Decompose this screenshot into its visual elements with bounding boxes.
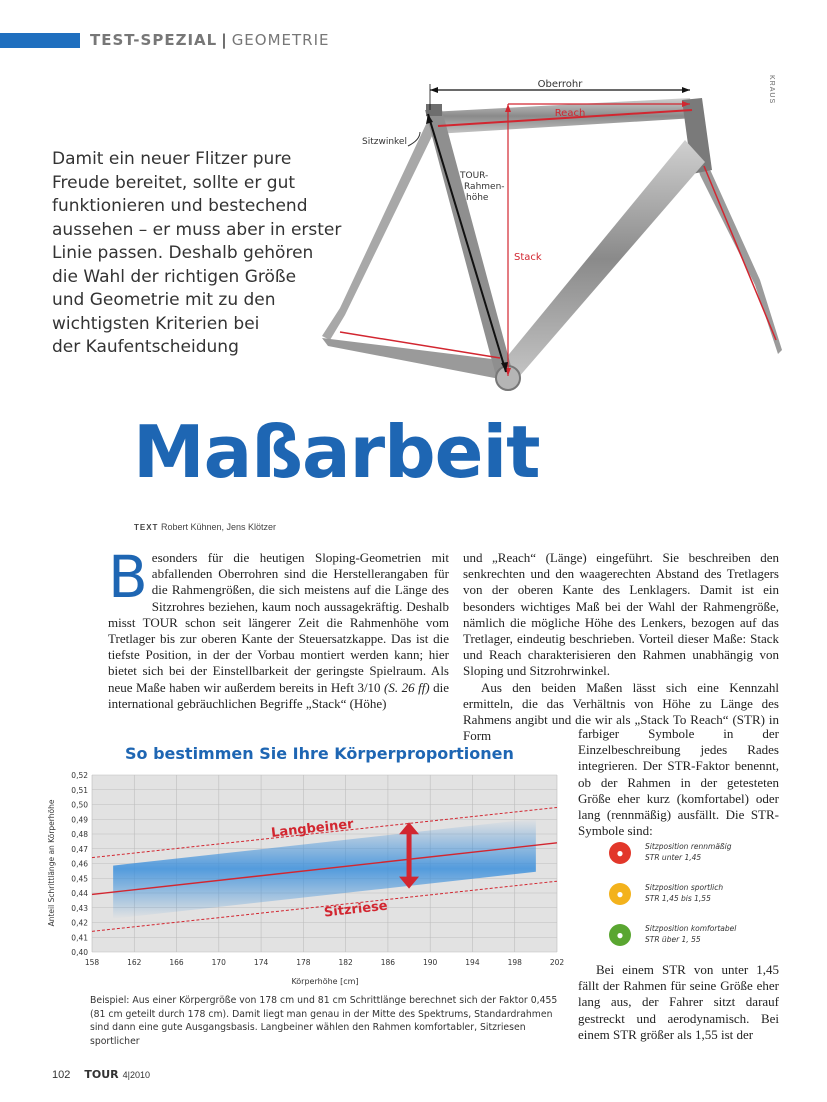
y-tick-label: 0,52 [71,771,88,780]
y-tick-label: 0,45 [71,874,88,884]
intro-text [52,148,342,360]
y-tick-label: 0,43 [71,903,88,913]
issue-number: 4|2010 [122,1070,150,1080]
page-footer [52,1068,150,1081]
x-tick-label: 166 [169,958,184,967]
x-tick-label: 174 [253,958,269,967]
x-tick-label: 178 [296,958,311,967]
x-tick-label: 170 [211,958,226,967]
intro-line: die Wahl der richtigen Größe [52,266,297,287]
header-separator: | [221,31,228,49]
intro-line: aussehen – er muss aber in erster [52,219,342,240]
body-paragraph: und „Reach“ (Länge) eingeführt. Sie beschreiben den senkrechten und den waagerechten Abstand des Tretlagers von der oberen Kante des Lenklagers. Damit ist ein besonders wichtiges Maß bei der Wahl der Rahmengröße, nämlich die mögliche Höhe des Lenkers, bezogen auf das Tretlager, eindeutig beschrieben. Vorteil dieser Maße: Stack und Reach charakterisieren den Rahmen unabhängig von Sloping und Sitzrohrwinkel. [463,550,779,679]
str-symbol-list [605,840,785,963]
racing-rider-icon: ● [609,842,631,864]
x-tick-label: 182 [338,958,353,967]
body-column-3 [578,726,779,839]
frame-height-label-3: höhe [466,193,489,203]
y-axis-label: Anteil Schrittlänge an Körperhöhe [47,799,56,927]
y-tick-label: 0,40 [71,948,88,957]
byline-authors: Robert Kühnen, Jens Klötzer [160,522,277,532]
body-paragraph: Aus den beiden Maßen lässt sich eine Kennzahl ermitteln, die das Verhältnis von Höhe zu Länge des Rahmens angibt und die wir als „Stack To Reach“ (STR) in Form [463,679,779,744]
body-column-2 [463,550,779,744]
frame-height-line [428,114,506,372]
top-tube-arrow-right [682,87,690,93]
body-paragraph: farbiger Symbole in der Einzelbeschreibung jedes Rades integrieren. Der STR-Faktor benennt, ob der Rahmen in der getesteten Größe eher kurz (komfortabel) oder lang (rennmäßig) ausfällt. Die STR-Symbole sind: [578,726,779,839]
str-range: STR 1,45 bis 1,55 [645,893,711,903]
y-tick-label: 0,51 [71,785,88,795]
x-tick-label: 162 [127,958,142,967]
y-tick-label: 0,48 [71,830,88,839]
body-paragraph-end: die international gebräuchlichen Begriffe „Stack“ (Höhe) [108,679,450,711]
photo-credit: KRAUS [768,75,775,105]
frame-geometry-diagram [300,70,820,400]
intro-line: der Kaufentscheidung [52,337,239,357]
seat-angle-label: Sitzwinkel [362,137,407,147]
page-reference: (S. 26 ff) [384,679,430,695]
intro-line: wichtigsten Kriterien bei [52,313,260,334]
annotation-label: Sitzriese [323,898,389,921]
intro-line: und Geometrie mit zu den [52,290,276,310]
str-label: Sitzposition sportlich [645,883,724,892]
str-item-comfort [605,922,785,962]
str-label: Sitzposition komfortabel [645,924,737,933]
x-tick-label: 202 [549,958,565,967]
byline [134,522,276,532]
byline-label: TEXT [134,523,159,532]
body-paragraph: esonders für die heutigen Sloping-Geometrien mit abfallenden Oberrohren sind die Herstellerangaben für die Rahmengrößen, die sich meistens auf die Länge des Sitzrohres beziehen, kaum noch aussagekräftig. Deshalb misst TOUR schon seit längerer Zeit die Rahmenhöhe vom Tretlager bis zur oberen Kante der Steuersatzkappe. Das ist die tiefste Position, in der der Vorbau montiert werden kann; hier bietet sich bei der Einstellbarkeit der geringste Spielraum. Als neue Maße haben wir außerdem bereits in Heft 3/10 [108,550,449,695]
header-bar [0,33,80,48]
svg-text:TOUR- Rahmen- höhe [459,171,507,203]
str-item-racing [605,840,785,880]
x-axis-ticks [85,958,565,967]
comfort-rider-icon: ● [609,924,631,946]
y-axis-ticks [71,771,88,957]
x-axis-label: Körperhöhe [cm] [291,977,359,986]
body-column-4 [578,962,779,1043]
intro-line: Damit ein neuer Flitzer pure [52,149,292,169]
y-tick-label: 0,49 [71,815,88,825]
frame-height-label-2: Rahmen- [464,182,505,192]
magazine-name: TOUR [84,1068,119,1081]
section-header [90,31,330,49]
body-paragraph: Bei einem STR von unter 1,45 fällt der Rahmen für seine Größe eher lang aus, der Fahrer sitzt darauf gestreckt und aerodynamisch. Bei einem STR größer als 1,55 ist der [578,962,779,1042]
x-tick-label: 198 [507,958,522,967]
x-tick-label: 194 [465,958,480,967]
x-tick-label: 186 [380,958,396,967]
topic-label: GEOMETRIE [231,31,330,49]
y-tick-label: 0,46 [71,859,88,869]
str-range: STR über 1, 55 [645,934,701,944]
annotation-label: Langbeiner [270,816,355,841]
y-tick-label: 0,47 [71,844,88,854]
chart-caption: Beispiel: Aus einer Körpergröße von 178 cm und 81 cm Schrittlänge berechnet sich der Faktor 0,455 (81 cm geteilt durch 178 cm). Damit liegt man genau in der Mitte des Spektrums, Standardrahmen sind dann eine gute Ausgangsbasis. Langbeiner wählen den Rahmen komfortabler, Sitzriesen sportlicher [90,995,558,1047]
x-tick-label: 158 [84,958,100,967]
y-tick-label: 0,41 [71,933,88,943]
str-label: Sitzposition rennmäßig [645,842,732,851]
y-tick-label: 0,50 [71,800,88,810]
frame-red-accent-3 [704,166,776,340]
intro-line: Linie passen. Deshalb gehören [52,243,314,263]
body-proportion-chart [40,765,570,990]
x-tick-label: 190 [423,958,438,967]
section-label: TEST-SPEZIAL [90,31,218,49]
intro-line: Freude bereitet, sollte er gut [52,172,296,193]
article-title: Maßarbeit [133,410,540,494]
stack-label: Stack [514,252,542,263]
str-item-sporty [605,881,785,921]
chart-title: So bestimmen Sie Ihre Körperproportionen [125,744,514,763]
top-tube-arrow-left [430,87,438,93]
page-number: 102 [52,1069,71,1081]
top-tube-label: Oberrohr [537,79,583,90]
sporty-rider-icon: ● [609,883,631,905]
str-range: STR unter 1,45 [645,852,702,862]
body-column-1 [108,543,450,712]
y-tick-label: 0,44 [71,889,88,898]
drop-cap: B [108,543,148,611]
intro-line: funktionieren und bestechend [52,196,308,216]
frame-height-label-1: TOUR- [460,171,489,181]
y-tick-label: 0,42 [71,918,88,928]
reach-label: Reach [554,108,586,119]
